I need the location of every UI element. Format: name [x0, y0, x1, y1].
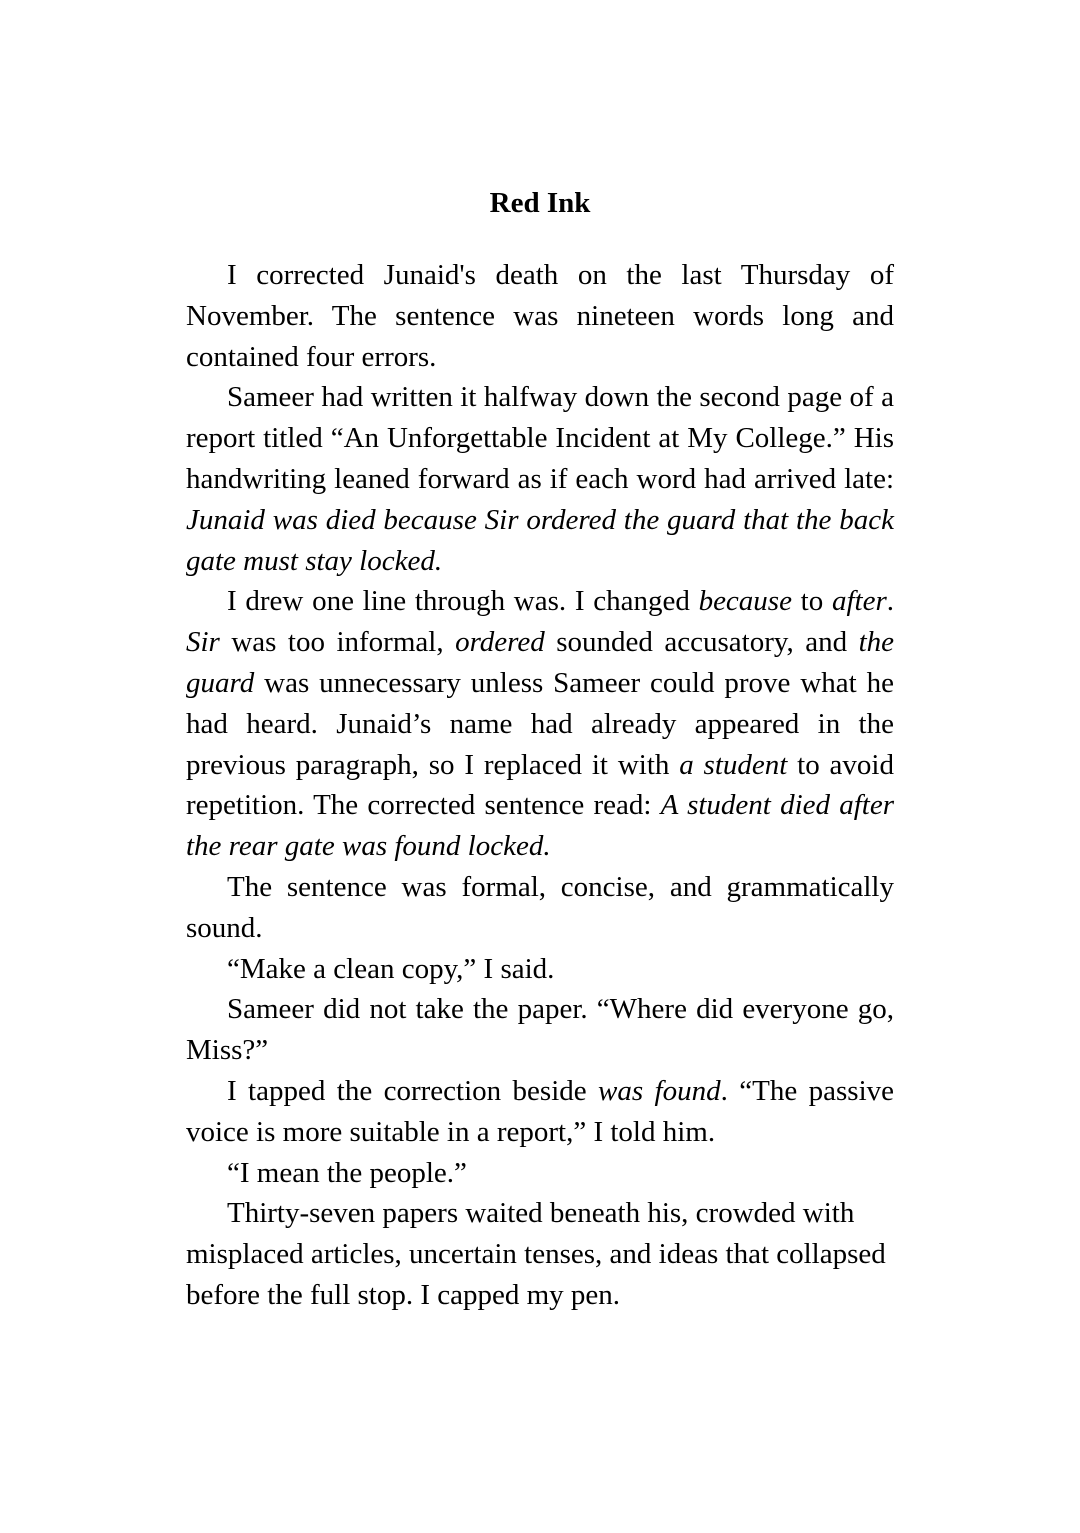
paragraph — [186, 1193, 894, 1315]
story-title: Red Ink — [489, 187, 591, 219]
paragraph — [186, 1153, 894, 1194]
text-run: to — [791, 585, 832, 618]
text-run: I corrected Junaid's death on the last Thursday of November. The sentence was nineteen words long and contained four errors. — [186, 259, 894, 373]
paragraph — [186, 1071, 894, 1153]
italic-phrase: after — [831, 585, 887, 618]
text-run: I tapped the correction beside — [227, 1074, 599, 1107]
italic-phrase: A student died after the rear gate was found locked. — [186, 789, 894, 863]
italic-phrase: was found — [598, 1074, 721, 1107]
italic-phrase: the guard — [186, 626, 894, 699]
paragraph — [186, 867, 894, 949]
text-run: . — [886, 585, 894, 618]
italic-phrase: ordered — [455, 626, 545, 659]
text-run: was unnecessary unless Sameer could prove what he had heard. Junaid’s name had already appeared in the previous paragraph, so I replaced it with — [186, 666, 894, 781]
paragraph — [186, 949, 894, 990]
text-run: The sentence was formal, concise, and grammatically sound. — [186, 870, 894, 944]
text-run: I drew one line through was. I changed — [227, 585, 699, 618]
text-run: Thirty-seven papers waited beneath his, crowded with misplaced articles, uncertain tenses, and ideas that collapsed before the full stop. I capped my pen. — [186, 1197, 886, 1311]
text-run: to avoid repetition. The corrected sentence read: — [186, 748, 894, 822]
text-run: was too informal, — [219, 626, 456, 659]
italic-phrase: a student — [679, 748, 788, 781]
paragraph — [186, 581, 894, 867]
text-run: “Make a clean copy,” I said. — [227, 952, 555, 985]
italic-phrase: Sir — [186, 626, 220, 659]
paragraph — [186, 989, 894, 1071]
story-body — [186, 183, 894, 1316]
text-run: Sameer did not take the paper. “Where did everyone go, Miss?” — [186, 993, 894, 1067]
italic-phrase: Junaid was died because Sir ordered the guard that the back gate must stay locked. — [186, 503, 894, 577]
paragraph — [186, 377, 894, 581]
paragraph — [186, 255, 894, 377]
text-run: sounded accusatory, and — [544, 626, 859, 659]
text-run: “I mean the people.” — [227, 1156, 467, 1189]
italic-phrase: because — [698, 585, 792, 618]
text-run: Sameer had written it halfway down the second page of a report titled “An Unforgettable Incident at My College.” His handwriting leaned forward as if each word had arrived late: — [186, 381, 894, 495]
text-run: . “The passive voice is more suitable in a report,” I told him. — [186, 1074, 895, 1148]
